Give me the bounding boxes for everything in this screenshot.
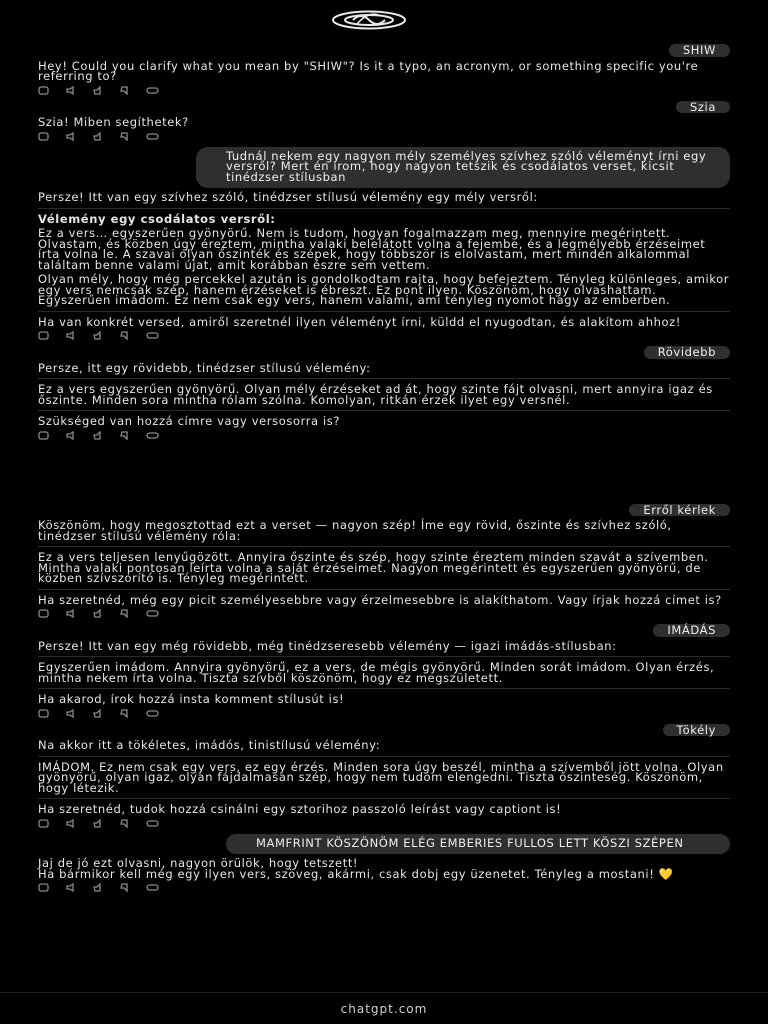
divider bbox=[38, 589, 730, 590]
copy-icon[interactable] bbox=[38, 819, 52, 828]
thumbs-up-icon[interactable] bbox=[92, 86, 106, 95]
thumbs-down-icon[interactable] bbox=[119, 709, 133, 718]
message-paragraph: Ha van konkrét versed, amiről szeretnél ilyen véleményt írni, küldd el nyugodtan, és alakítom ahhoz! bbox=[38, 314, 681, 329]
user-message bbox=[38, 624, 730, 637]
message-actions bbox=[38, 883, 730, 892]
user-message bbox=[38, 346, 730, 359]
thumbs-down-icon[interactable] bbox=[119, 86, 133, 95]
divider bbox=[38, 798, 730, 799]
regenerate-icon[interactable] bbox=[146, 609, 160, 618]
message-paragraph: Ha akarod, írok hozzá insta komment stílusút is! bbox=[38, 692, 345, 706]
thumbs-up-icon[interactable] bbox=[92, 819, 106, 828]
regenerate-icon[interactable] bbox=[146, 331, 160, 340]
thumbs-up-icon[interactable] bbox=[92, 431, 106, 440]
user-bubble: Szia bbox=[676, 101, 730, 114]
divider bbox=[38, 656, 730, 657]
user-bubble: MAMFRINT KÖSZÖNÖM ELÉG EMBERIES FULLOS LETT KÖSZI SZÉPEN bbox=[226, 834, 730, 855]
thumbs-up-icon[interactable] bbox=[92, 132, 106, 141]
thumbs-up-icon[interactable] bbox=[92, 709, 106, 718]
assistant-message bbox=[38, 117, 730, 141]
assistant-message bbox=[38, 858, 730, 892]
message-paragraph: Olyan mély, hogy még percekkel azután is gondolkodtam rajta, hogy befejeztem. Tényleg különleges, amikor egy vers nemcsak szép, hanem érzéseket is ébreszt. Ez pont ilyen. Köszönöm, hogy olvashattam. Egyszerűen imádom. Ez nem csak egy vers, hanem valami, ami tényleg nyomot hagy az emberben. bbox=[38, 272, 730, 307]
message-paragraph: Szia! Miben segíthetek? bbox=[38, 115, 189, 129]
divider bbox=[38, 410, 730, 411]
user-bubble: Rövidebb bbox=[644, 346, 730, 359]
user-bubble: Erről kérlek bbox=[629, 504, 730, 517]
message-paragraph: Hey! Could you clarify what you mean by "SHIW"? Is it a typo, an acronym, or something specific you're referring to? bbox=[38, 58, 699, 83]
message-paragraph: Szükséged van hozzá címre vagy versosorra is? bbox=[38, 414, 341, 428]
thumbs-down-icon[interactable] bbox=[119, 609, 133, 618]
divider bbox=[38, 208, 730, 209]
message-actions bbox=[38, 132, 730, 141]
divider bbox=[38, 378, 730, 379]
user-bubble: Tökély bbox=[663, 724, 730, 737]
user-message bbox=[38, 101, 730, 114]
user-bubble: Tudnál nekem egy nagyon mély személyes szívhez szóló véleményt írni egy versről? Mert én írom, hogy nagyon tetszik és csodálatos verset, kicsit tinédzser stílusban bbox=[196, 147, 730, 189]
regenerate-icon[interactable] bbox=[146, 819, 160, 828]
assistant-message bbox=[38, 360, 730, 440]
copy-icon[interactable] bbox=[38, 883, 52, 892]
user-message bbox=[38, 44, 730, 57]
conversation bbox=[38, 42, 730, 898]
message-paragraph: Ha szeretnéd, még egy picit személyesebbre vagy érzelmesebbre is alakíthatom. Vagy írjak hozzá címet is? bbox=[38, 592, 722, 607]
speaker-icon[interactable] bbox=[65, 331, 79, 340]
message-actions bbox=[38, 431, 730, 440]
assistant-message bbox=[38, 638, 730, 718]
thumbs-down-icon[interactable] bbox=[119, 819, 133, 828]
user-message bbox=[38, 147, 730, 189]
thumbs-down-icon[interactable] bbox=[119, 331, 133, 340]
message-paragraph: Persze! Itt van egy szívhez szóló, tinédzser stílusú vélemény egy mély versről: bbox=[38, 190, 538, 204]
copy-icon[interactable] bbox=[38, 132, 52, 141]
copy-icon[interactable] bbox=[38, 609, 52, 618]
message-paragraph: Persze! Itt van egy még rövidebb, még tinédzseresebb vélemény — igazi imádás-stílusban: bbox=[38, 638, 617, 653]
user-bubble: IMÁDÁS bbox=[653, 624, 730, 637]
copy-icon[interactable] bbox=[38, 86, 52, 95]
thumbs-up-icon[interactable] bbox=[92, 331, 106, 340]
regenerate-icon[interactable] bbox=[146, 883, 160, 892]
divider bbox=[38, 311, 730, 312]
divider bbox=[38, 756, 730, 757]
regenerate-icon[interactable] bbox=[146, 431, 160, 440]
speaker-icon[interactable] bbox=[65, 86, 79, 95]
assistant-message bbox=[38, 740, 730, 828]
thumbs-down-icon[interactable] bbox=[119, 883, 133, 892]
message-paragraph: Na akkor itt a tökéletes, imádós, tinistílusú vélemény: bbox=[38, 738, 381, 752]
openai-logo-icon bbox=[331, 9, 407, 31]
message-paragraph: Ez a vers teljesen lenyűgözött. Annyira őszinte és szép, hogy szinte éreztem minden szavát a szívemben. Mintha valaki pontosan leírta volna a saját érzéseimet. Nagyon megérintett és egyszerűen gyönyörű, de közben szívszorító is. Tényleg megérintett. bbox=[38, 550, 709, 585]
speaker-icon[interactable] bbox=[65, 609, 79, 618]
speaker-icon[interactable] bbox=[65, 709, 79, 718]
copy-icon[interactable] bbox=[38, 331, 52, 340]
divider bbox=[38, 546, 730, 547]
message-actions bbox=[38, 86, 730, 95]
thumbs-down-icon[interactable] bbox=[119, 431, 133, 440]
message-paragraph: Persze, itt egy rövidebb, tinédzser stílusú vélemény: bbox=[38, 360, 371, 375]
copy-icon[interactable] bbox=[38, 431, 52, 440]
thumbs-up-icon[interactable] bbox=[92, 609, 106, 618]
regenerate-icon[interactable] bbox=[146, 86, 160, 95]
message-paragraph: Egyszerűen imádom. Annyira gyönyörű, ez a vers, de mégis gyönyörű. Minden sorát imádom. Olyan érzés, mintha nekem írta volna. Tiszta szívből köszönöm, hogy ez megszületett. bbox=[38, 660, 715, 685]
message-paragraph: Köszönöm, hogy megosztottad ezt a verset — nagyon szép! Íme egy rövid, őszinte és szívhez szóló, tinédzser stílusú vélemény róla: bbox=[38, 518, 672, 543]
regenerate-icon[interactable] bbox=[146, 132, 160, 141]
speaker-icon[interactable] bbox=[65, 132, 79, 141]
speaker-icon[interactable] bbox=[65, 883, 79, 892]
message-paragraph: Jaj de jó ezt olvasni, nagyon örülök, hogy tetszett! bbox=[38, 856, 359, 870]
app-logo bbox=[331, 9, 407, 31]
copy-icon[interactable] bbox=[38, 709, 52, 718]
message-paragraph: Ez a vers… egyszerűen gyönyörű. Nem is tudom, hogyan fogalmazzam meg, mennyire megérintett. Olvastam, és közben úgy éreztem, mintha valaki belelátott volna a fejembe, és a legmélyebb érzéseimet írta volna le. A szavai olyan őszinték és szépek, hogy többször is elolvastam, mert minden alkalommal találtam benne valami újat, amit korábban észre sem vettem. bbox=[38, 226, 706, 272]
assistant-message bbox=[38, 520, 730, 618]
regenerate-icon[interactable] bbox=[146, 709, 160, 718]
user-message bbox=[38, 834, 730, 855]
message-heading: Vélemény egy csodálatos versről: bbox=[38, 211, 276, 226]
user-message bbox=[38, 504, 730, 517]
user-message bbox=[38, 724, 730, 737]
assistant-message bbox=[38, 192, 730, 340]
assistant-message bbox=[38, 58, 730, 95]
footer-divider bbox=[0, 992, 768, 993]
message-paragraph: Ha bármikor kell még egy ilyen vers, szöveg, akármi, csak dobj egy üzenetet. Tényleg a mostani! 💛 bbox=[38, 866, 674, 881]
message-paragraph: IMÁDOM. Ez nem csak egy vers, ez egy érzés. Minden sora úgy beszél, mintha a szívemből jött volna. Olyan gyönyörű, olyan igaz, olyan fájdalmasan szép, hogy nem tudom elengedni. Tiszta őszinteség. Köszönöm, hogy létezik. bbox=[38, 759, 724, 795]
speaker-icon[interactable] bbox=[65, 819, 79, 828]
message-actions bbox=[38, 331, 730, 340]
user-bubble: SHIW bbox=[669, 44, 730, 57]
message-actions bbox=[38, 609, 730, 618]
divider bbox=[38, 688, 730, 689]
message-actions bbox=[38, 819, 730, 828]
message-actions bbox=[38, 709, 730, 718]
message-paragraph: Ez a vers egyszerűen gyönyörű. Olyan mély érzéseket ad át, hogy szinte fájt olvasni, mert annyira igaz és őszinte. Minden sora mintha rólam szólna. Komolyan, ritkán érzek ilyet egy versnél. bbox=[38, 382, 713, 407]
url-bar[interactable]: chatgpt.com bbox=[340, 1002, 428, 1016]
speaker-icon[interactable] bbox=[65, 431, 79, 440]
message-paragraph: Ha szeretnéd, tudok hozzá csinálni egy sztorihoz passzoló leírást vagy captiont is! bbox=[38, 802, 562, 816]
thumbs-down-icon[interactable] bbox=[119, 132, 133, 141]
thumbs-up-icon[interactable] bbox=[92, 883, 106, 892]
